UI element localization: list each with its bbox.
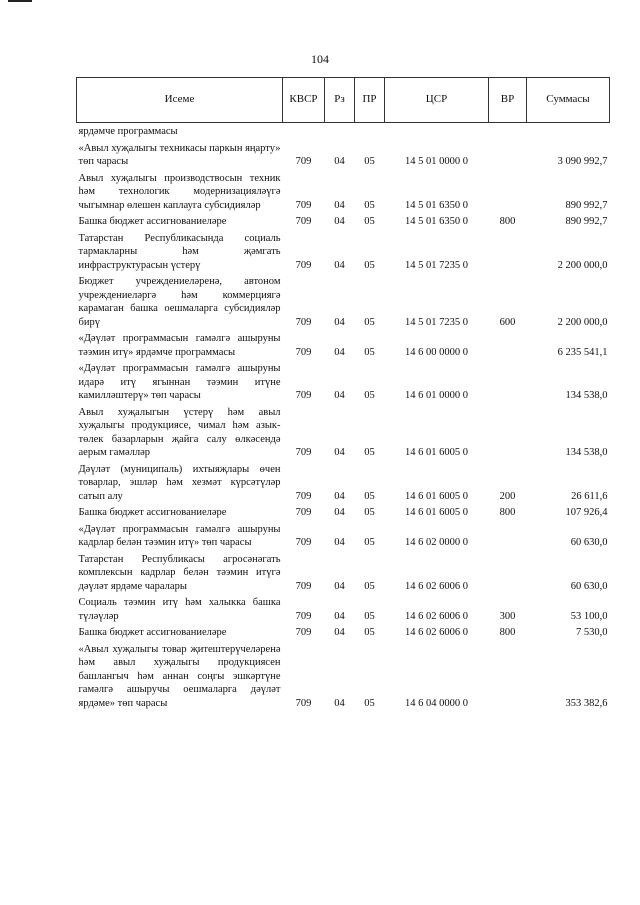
row-kvsr: 709 <box>295 316 312 328</box>
row-name: Бюджет учреждениеләренә, автоном учреждениеләргә һәм коммерциягә карамаган башка оешмаларга субсидияләр бирү <box>78 276 281 328</box>
row-csr: 14 5 01 0000 0 <box>405 156 468 167</box>
table-row <box>77 123 610 140</box>
row-name: «Авыл хуҗалыгы техникасы паркын яңарту» төп чарасы <box>78 142 281 167</box>
table-row <box>77 230 610 274</box>
row-sum: 134 538,0 <box>565 447 608 458</box>
row-sum: 60 630,0 <box>570 580 608 592</box>
row-name: Дәүләт (муниципаль) ихтыяҗлары өчен товарлар, эшләр һәм хезмәт күрсәтүләр сатып алу <box>78 463 281 502</box>
row-csr: 14 6 02 6006 0 <box>405 580 468 592</box>
row-kvsr: 709 <box>295 447 312 458</box>
row-sum: 2 200 000,0 <box>557 259 608 271</box>
header-rz: Рз <box>325 78 355 123</box>
row-vr <box>489 404 527 461</box>
table-row <box>77 641 610 712</box>
row-rz: 04 <box>334 580 345 592</box>
row-csr: 14 6 01 6005 0 <box>405 507 468 518</box>
row-rz: 04 <box>334 610 345 622</box>
row-vr <box>489 330 527 360</box>
row-name: Башка бюджет ассигнованиеләре <box>78 627 227 638</box>
row-kvsr: 709 <box>295 537 312 548</box>
row-name: Авыл хуҗалыгын үстерү һәм авыл хуҗалыгы продукциясе, чимал һәм азык-төлек базарларын җайга салу өлкәсендә аерым гамәлләр <box>78 406 281 458</box>
row-rz: 04 <box>334 627 345 638</box>
row-sum: 107 926,4 <box>565 507 608 518</box>
row-vr: 800 <box>499 627 516 638</box>
row-name: Башка бюджет ассигнованиеләре <box>78 507 227 518</box>
row-sum: 26 611,6 <box>571 490 608 502</box>
row-csr: 14 5 01 6350 0 <box>405 199 468 211</box>
row-vr: 200 <box>499 490 516 502</box>
row-kvsr: 709 <box>295 390 312 401</box>
row-kvsr: 709 <box>295 697 312 709</box>
row-csr: 14 6 02 6006 0 <box>405 610 468 622</box>
header-name: Исеме <box>77 78 283 123</box>
row-name: Татарстан Республикасы агросәнәгать комплексын кадрлар белән тәэмин итүгә дәүләт ярдәме чаралары <box>78 553 281 592</box>
row-vr <box>489 230 527 274</box>
row-kvsr: 709 <box>295 346 312 358</box>
row-sum <box>527 123 610 140</box>
table-body <box>77 123 610 712</box>
row-csr: 14 5 01 6350 0 <box>405 216 468 227</box>
row-kvsr: 709 <box>295 259 312 271</box>
row-kvsr: 709 <box>295 610 312 622</box>
row-sum: 3 090 992,7 <box>557 156 608 167</box>
table-row <box>77 404 610 461</box>
row-kvsr: 709 <box>295 507 312 518</box>
header-csr: ЦСР <box>385 78 489 123</box>
table-row <box>77 213 610 230</box>
table-row <box>77 551 610 595</box>
row-kvsr: 709 <box>295 216 312 227</box>
row-name: «Авыл хуҗалыгы товар җитештерүчеләренә һәм авыл хуҗалыгы продукциясен башлангыч һәм аннан соңгы эшкәртүне гамәлгә ашыручы оешмаларга дәүләт ярдәме» төп чарасы <box>78 643 281 709</box>
row-rz: 04 <box>334 507 345 518</box>
row-pr: 05 <box>364 259 375 271</box>
header-sum: Суммасы <box>527 78 610 123</box>
header-pr: ПР <box>355 78 385 123</box>
row-name: Авыл хуҗалыгы производствосын техник һәм технологик модернизацияләүгә чыгымнар өлешен каплауга субсидияләр <box>78 172 281 211</box>
row-sum: 2 200 000,0 <box>557 316 608 328</box>
row-pr: 05 <box>364 627 375 638</box>
row-name: ярдәмче программасы <box>78 126 178 137</box>
table-row <box>77 521 610 551</box>
row-vr <box>489 170 527 214</box>
row-sum: 53 100,0 <box>570 610 608 622</box>
table-row <box>77 360 610 404</box>
row-pr: 05 <box>364 697 375 709</box>
row-csr: 14 6 02 0000 0 <box>405 537 468 548</box>
row-rz: 04 <box>334 490 345 502</box>
row-sum: 60 630,0 <box>570 537 608 548</box>
row-csr: 14 6 01 6005 0 <box>405 490 468 502</box>
row-vr <box>489 521 527 551</box>
table-row <box>77 170 610 214</box>
row-csr: 14 5 01 7235 0 <box>405 259 468 271</box>
table-row <box>77 624 610 641</box>
row-vr <box>489 551 527 595</box>
table-row <box>77 504 610 521</box>
row-csr: 14 6 02 6006 0 <box>405 627 468 638</box>
row-vr <box>489 123 527 140</box>
row-kvsr: 709 <box>295 156 312 167</box>
row-kvsr: 709 <box>295 580 312 592</box>
row-rz <box>325 123 355 140</box>
row-pr: 05 <box>364 346 375 358</box>
row-vr: 800 <box>499 216 516 227</box>
row-sum: 353 382,6 <box>565 697 608 709</box>
row-name: Татарстан Республикасында социаль тармакларны һәм җәмгать инфраструктурасын үстерү <box>78 232 281 271</box>
row-vr <box>489 140 527 170</box>
row-csr: 14 6 00 0000 0 <box>405 346 468 358</box>
row-pr: 05 <box>364 390 375 401</box>
row-sum: 6 235 541,1 <box>557 346 608 358</box>
row-name: «Дәүләт программасын гамәлгә ашыруны идарә итү ягыннан тәэмин итүне камилләштерү» төп чарасы <box>78 363 281 401</box>
row-kvsr <box>283 123 325 140</box>
page-number: 104 <box>311 52 329 66</box>
row-kvsr: 709 <box>295 490 312 502</box>
row-rz: 04 <box>334 537 345 548</box>
row-vr: 600 <box>499 316 516 328</box>
row-csr <box>385 123 489 140</box>
row-kvsr: 709 <box>295 199 312 211</box>
row-kvsr: 709 <box>295 627 312 638</box>
row-rz: 04 <box>334 390 345 401</box>
table-row <box>77 594 610 624</box>
row-vr: 300 <box>499 610 516 622</box>
row-pr: 05 <box>364 316 375 328</box>
row-csr: 14 6 04 0000 0 <box>405 697 468 709</box>
row-rz: 04 <box>334 697 345 709</box>
table-header-row <box>77 78 610 123</box>
row-vr <box>489 641 527 712</box>
budget-table <box>76 77 610 711</box>
table-row <box>77 330 610 360</box>
row-pr: 05 <box>364 156 375 167</box>
row-pr: 05 <box>364 216 375 227</box>
row-csr: 14 5 01 7235 0 <box>405 316 468 328</box>
row-rz: 04 <box>334 216 345 227</box>
row-rz: 04 <box>334 346 345 358</box>
row-pr: 05 <box>364 199 375 211</box>
row-rz: 04 <box>334 316 345 328</box>
row-rz: 04 <box>334 156 345 167</box>
row-rz: 04 <box>334 199 345 211</box>
row-pr: 05 <box>364 537 375 548</box>
table-row <box>77 140 610 170</box>
row-sum: 7 530,0 <box>576 627 608 638</box>
row-csr: 14 6 01 6005 0 <box>405 447 468 458</box>
row-pr: 05 <box>364 490 375 502</box>
row-pr: 05 <box>364 507 375 518</box>
row-name: Социаль тәэмин итү һәм халыкка башка түләүләр <box>78 597 281 622</box>
row-sum: 134 538,0 <box>565 390 608 401</box>
row-sum: 890 992,7 <box>565 216 608 227</box>
header-vr: ВР <box>489 78 527 123</box>
row-rz: 04 <box>334 259 345 271</box>
corner-mark <box>8 0 32 2</box>
row-name: «Дәүләт программасын гамәлгә ашыруны кадрлар белән тәэмин итү» төп чарасы <box>78 523 281 548</box>
row-vr <box>489 360 527 404</box>
row-csr: 14 6 01 0000 0 <box>405 390 468 401</box>
row-pr: 05 <box>364 580 375 592</box>
header-kvsr: КВСР <box>283 78 325 123</box>
table-row <box>77 273 610 330</box>
row-vr: 800 <box>499 507 516 518</box>
row-name: Башка бюджет ассигнованиеләре <box>78 216 227 227</box>
row-name: «Дәүләт программасын гамәлгә ашыруны тәэмин итү» ярдәмче программасы <box>78 333 281 358</box>
table-row <box>77 461 610 505</box>
row-pr: 05 <box>364 610 375 622</box>
row-pr: 05 <box>364 447 375 458</box>
row-rz: 04 <box>334 447 345 458</box>
row-pr <box>355 123 385 140</box>
row-sum: 890 992,7 <box>565 199 608 211</box>
